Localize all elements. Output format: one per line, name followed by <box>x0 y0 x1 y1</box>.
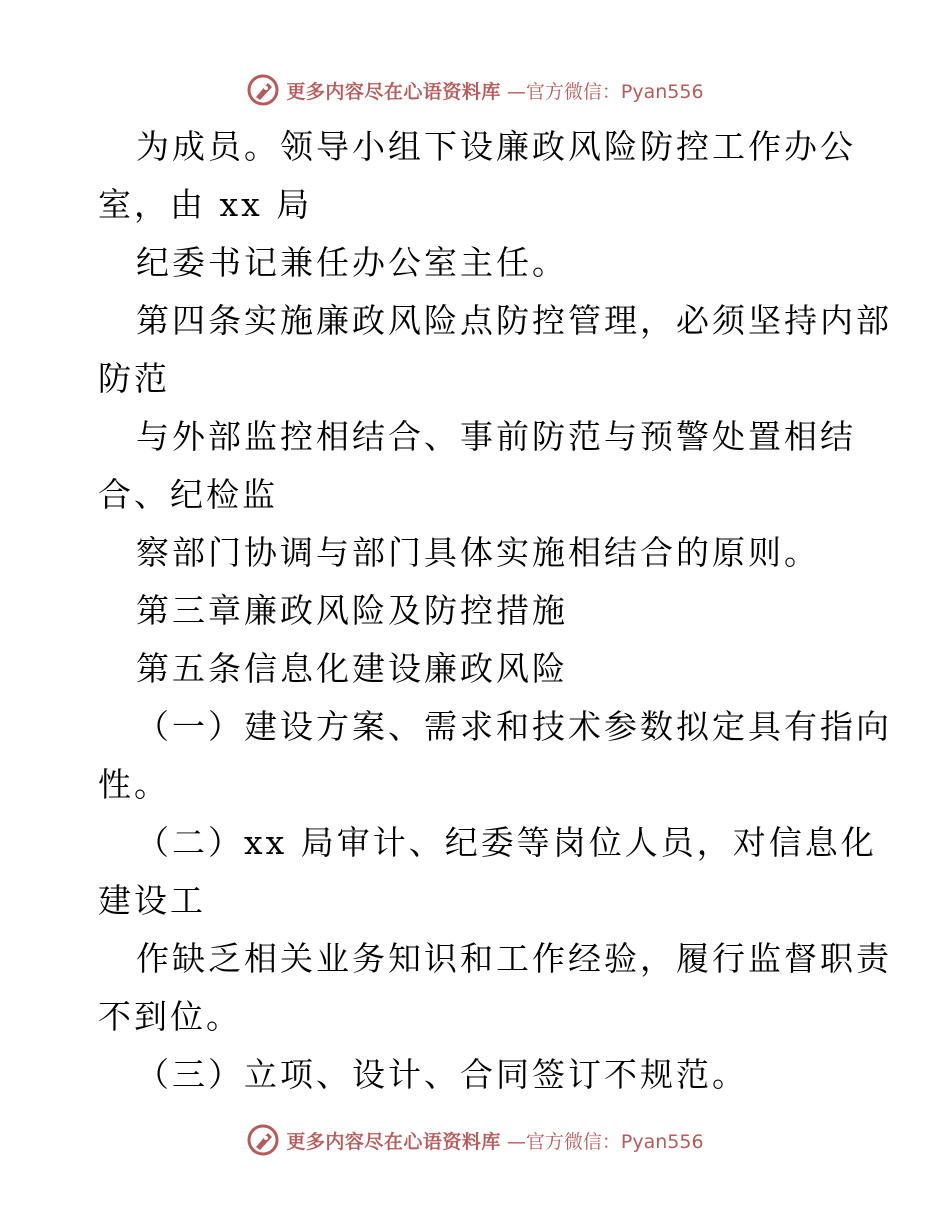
text-line: 防范 <box>98 359 170 398</box>
text-line: 察部门协调与部门具体实施相结合的原则。 <box>136 533 820 572</box>
text-line: （二）xx 局审计、纪委等岗位人员，对信息化 <box>136 823 877 862</box>
pen-nib-circle-icon <box>246 73 280 107</box>
text-line: （三）立项、设计、合同签订不规范。 <box>136 1055 748 1094</box>
text-line: 第五条信息化建设廉政风险 <box>136 649 568 688</box>
text-line: 不到位。 <box>98 997 242 1036</box>
footer-banner <box>0 1120 950 1160</box>
banner-wechat: —官方微信：Pyan556 <box>506 80 704 103</box>
banner-wechat: —官方微信：Pyan556 <box>506 1130 704 1153</box>
text-line: 室，由 xx 局 <box>98 185 313 224</box>
text-line: 性。 <box>98 765 170 804</box>
document-body <box>98 118 892 1104</box>
text-line: 为成员。领导小组下设廉政风险防控工作办公 <box>136 127 856 166</box>
text-line: 建设工 <box>98 881 206 920</box>
header-banner <box>0 70 950 110</box>
text-line: 纪委书记兼任办公室主任。 <box>136 243 568 282</box>
text-line: 作缺乏相关业务知识和工作经验，履行监督职责 <box>136 939 892 978</box>
text-line: （一）建设方案、需求和技术参数拟定具有指向 <box>136 707 892 746</box>
pen-nib-circle-icon <box>246 1123 280 1157</box>
text-line: 合、纪检监 <box>98 475 278 514</box>
banner-text: 更多内容尽在心语资料库 <box>286 80 501 103</box>
text-line: 与外部监控相结合、事前防范与预警处置相结 <box>136 417 856 456</box>
banner-text: 更多内容尽在心语资料库 <box>286 1130 501 1153</box>
text-line: 第四条实施廉政风险点防控管理，必须坚持内部 <box>136 301 892 340</box>
text-line: 第三章廉政风险及防控措施 <box>136 591 568 630</box>
